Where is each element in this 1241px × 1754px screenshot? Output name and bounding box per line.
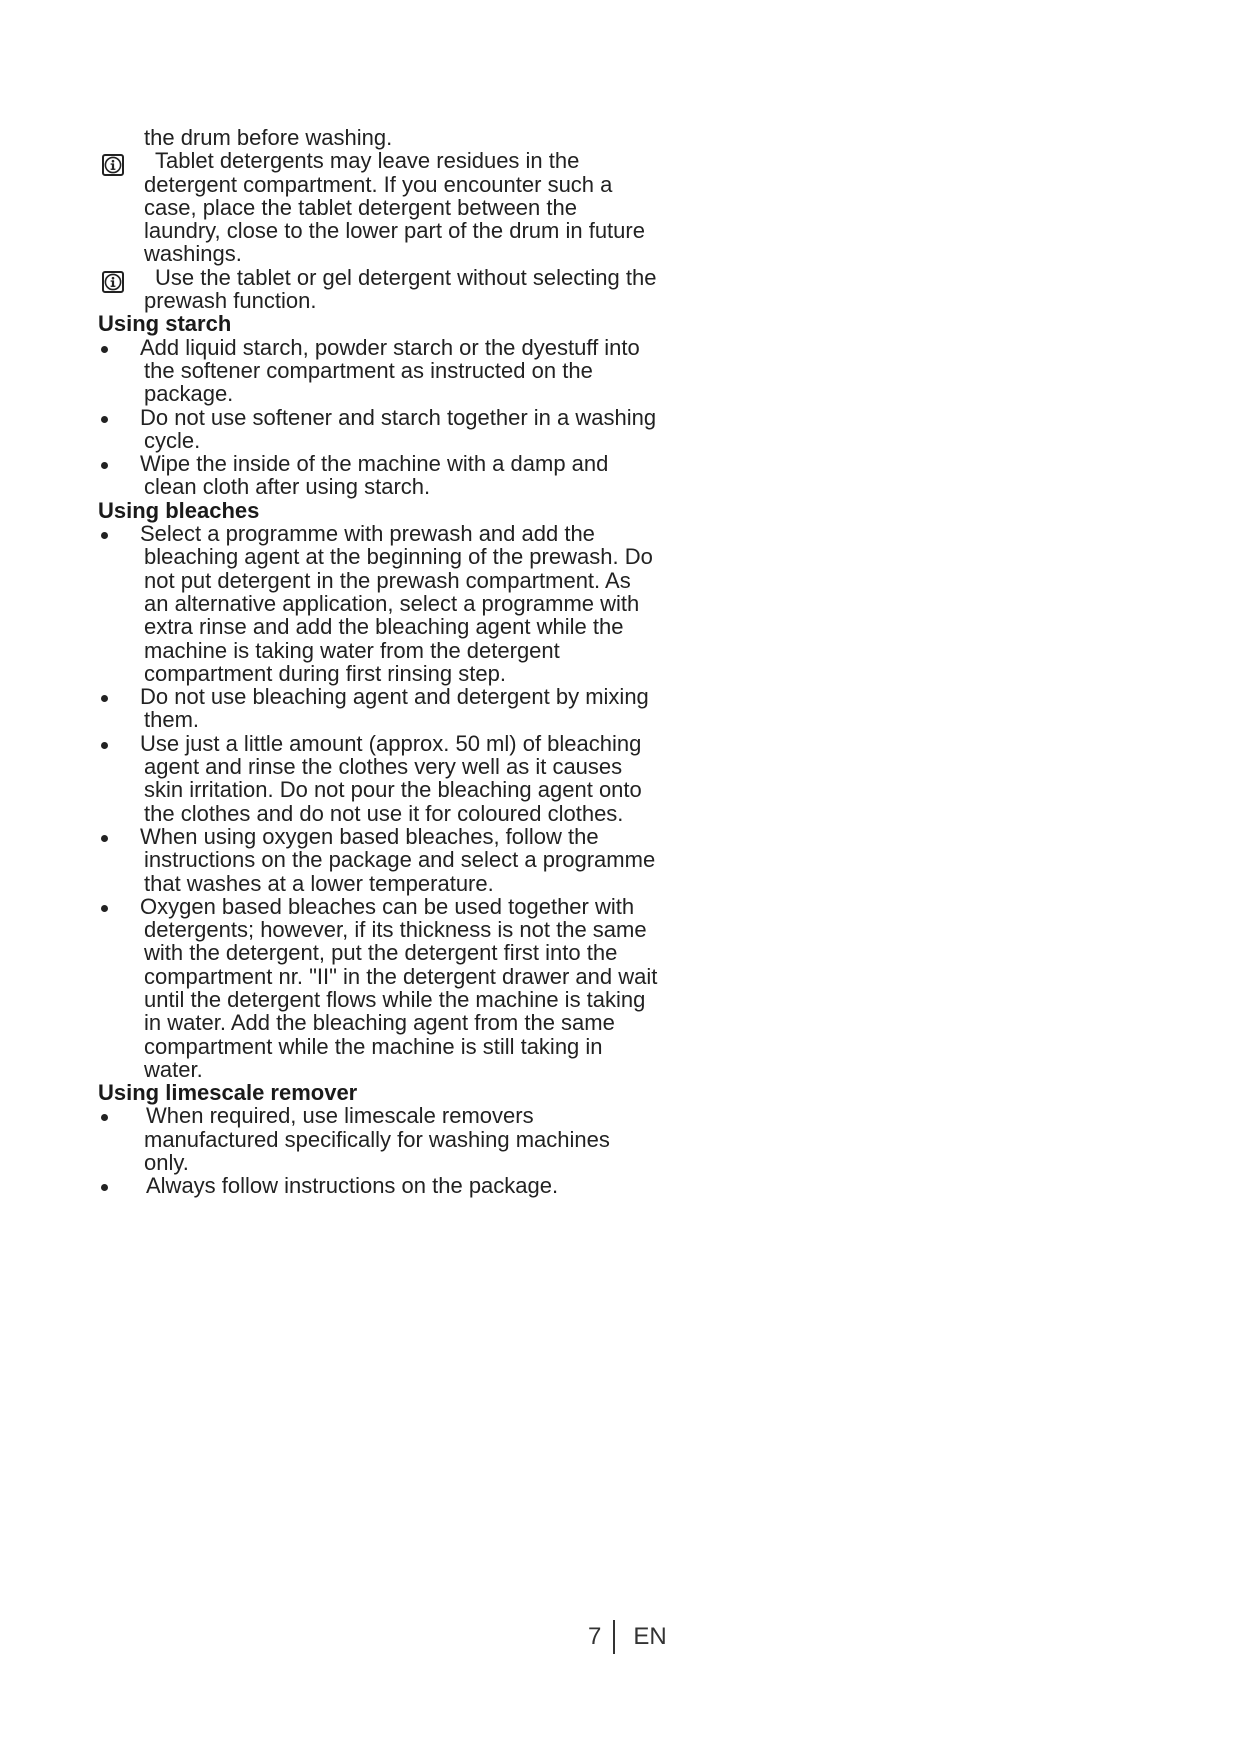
info-icon [102, 154, 124, 176]
list-item [98, 1174, 658, 1197]
list-item-text: Always follow instructions on the package. [146, 1173, 559, 1199]
list-item-text: Do not use softener and starch together in a washing cycle. [140, 404, 657, 453]
list-item-text: Oxygen based bleaches can be used together with detergents; however, if its thickness is not the same with the detergent, put the detergent first into the compartment nr. "II" in the detergent drawer and wait until the detergent flows while the machine is taking in water. Add the bleaching agent from the same compartment while the machine is still taking in water. [140, 893, 658, 1082]
list-item [98, 1104, 658, 1174]
list-item-text: Do not use bleaching agent and detergent by mixing them. [140, 684, 649, 733]
list-item-text: When using oxygen based bleaches, follow the instructions on the package and select a programme that washes at a lower temperature. [140, 823, 656, 896]
list-item [98, 452, 658, 499]
bullet-icon [101, 462, 108, 469]
list-item-text: Add liquid starch, powder starch or the dyestuff into the softener compartment as instructed on the package. [140, 334, 640, 407]
bullet-icon [101, 416, 108, 423]
list-item-text: Wipe the inside of the machine with a damp and clean cloth after using starch. [140, 451, 609, 500]
limescale-list [98, 1104, 658, 1197]
bullet-icon [101, 346, 108, 353]
text-column [98, 126, 658, 1198]
bleaches-list [98, 522, 658, 1081]
page-footer [588, 1620, 667, 1654]
info-note-tablet-residue [98, 149, 658, 265]
heading-using-bleaches: Using bleaches [98, 497, 260, 523]
page-number: 7 [588, 1623, 602, 1650]
bullet-icon [101, 742, 108, 749]
bullet-icon [101, 695, 108, 702]
language-code: EN [633, 1623, 667, 1650]
bullet-icon [101, 532, 108, 539]
list-item [98, 522, 658, 685]
list-item [98, 406, 658, 453]
info-note-prewash [98, 266, 658, 313]
bullet-icon [101, 1114, 108, 1121]
list-item-text: Select a programme with prewash and add the bleaching agent at the beginning of the prewash. Do not put detergent in the prewash compartment. As an alternative application, select a programme with extra rinse and add the bleaching agent while the machine is taking water from the detergent compartment during first rinsing step. [140, 521, 653, 686]
intro-continuation [98, 126, 658, 149]
bullet-icon [101, 1184, 108, 1191]
list-item [98, 825, 658, 895]
starch-list [98, 336, 658, 499]
footer-divider [613, 1620, 615, 1654]
heading-using-starch: Using starch [98, 311, 232, 337]
bullet-icon [101, 905, 108, 912]
info-note-text: Use the tablet or gel detergent without selecting the prewash function. [144, 264, 657, 314]
list-item [98, 732, 658, 825]
list-item-text: Use just a little amount (approx. 50 ml) of bleaching agent and rinse the clothes very well as it causes skin irritation. Do not pour the bleaching agent onto the clothes and do not use it for coloured clothes. [140, 730, 642, 826]
info-icon [102, 271, 124, 293]
heading-using-limescale-remover: Using limescale remover [98, 1080, 358, 1106]
list-item [98, 336, 658, 406]
intro-continuation-text: the drum before washing. [144, 125, 393, 150]
info-note-text: Tablet detergents may leave residues in the detergent compartment. If you encounter such a case, place the tablet detergent between the laundry, close to the lower part of the drum in future washings. [144, 148, 645, 267]
bullet-icon [101, 835, 108, 842]
list-item [98, 895, 658, 1081]
list-item [98, 685, 658, 732]
list-item-text: When required, use limescale removers manufactured specifically for washing machines only. [144, 1103, 610, 1176]
